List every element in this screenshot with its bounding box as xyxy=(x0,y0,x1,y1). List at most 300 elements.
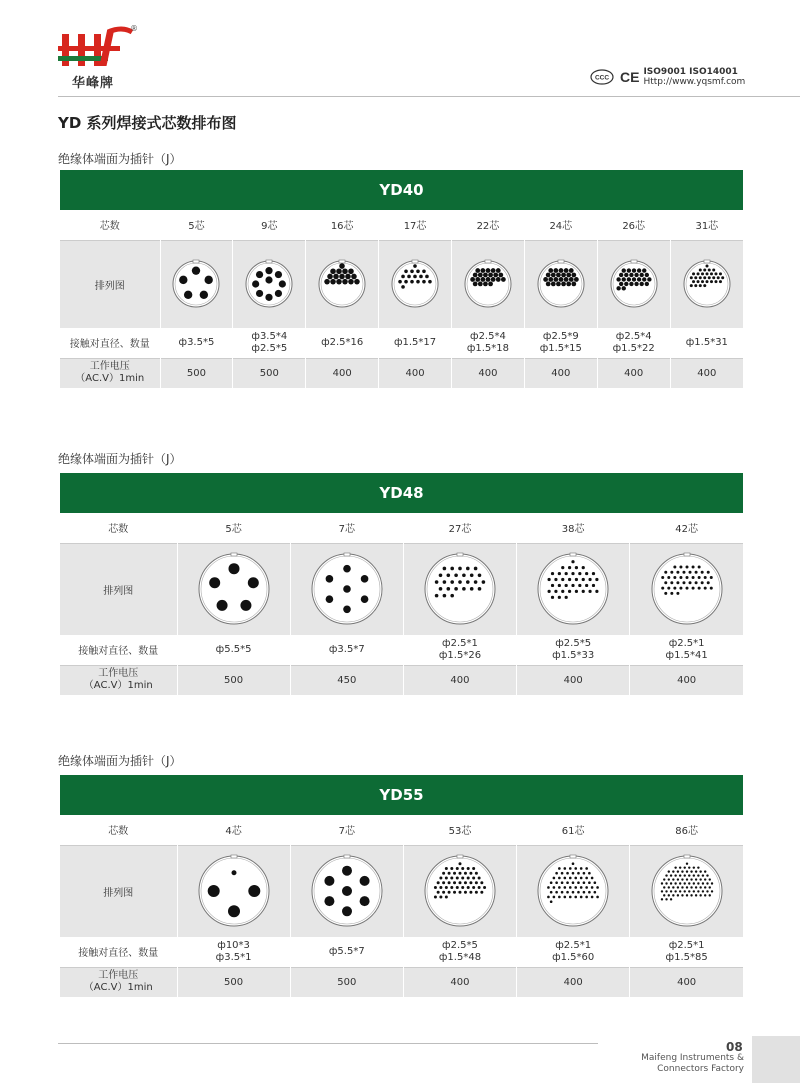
contact-pin xyxy=(665,883,667,885)
contact-pin xyxy=(555,891,558,894)
contact-pin xyxy=(710,883,712,885)
contact-pin xyxy=(404,270,408,274)
contact-pin xyxy=(359,896,369,906)
contact-pin xyxy=(571,273,576,278)
contact-pin xyxy=(642,277,646,281)
contact-pin xyxy=(647,277,651,281)
contact-pin xyxy=(692,273,695,276)
contact-pin xyxy=(676,871,678,873)
contact-pin xyxy=(467,886,470,889)
contact-spec xyxy=(452,328,525,358)
contact-pin xyxy=(561,891,564,894)
contact-pin xyxy=(556,282,561,287)
contact-pin xyxy=(564,877,567,880)
contact-pin xyxy=(690,887,692,889)
page-box xyxy=(752,1036,800,1083)
contact-pin xyxy=(478,273,483,278)
contact-pin xyxy=(634,273,638,277)
contact-pin xyxy=(721,277,724,280)
contact-pin xyxy=(470,277,475,282)
contact-pin xyxy=(706,875,708,877)
contact-pin xyxy=(439,574,443,578)
core-count: 17芯 xyxy=(379,210,452,240)
contact-pin xyxy=(642,269,646,273)
pin-layout-diagram xyxy=(534,550,612,628)
pin-layout-diagram xyxy=(461,257,515,311)
contact-pin xyxy=(401,285,405,289)
contact-spec-line: ф1.5*33 xyxy=(552,649,595,661)
contact-pin xyxy=(546,273,551,278)
pin-layout-diagram xyxy=(169,257,223,311)
contact-pin xyxy=(453,872,456,875)
contact-pin xyxy=(209,577,220,588)
key-notch xyxy=(339,260,345,263)
contact-pin xyxy=(708,269,711,272)
contact-spec-line: ф2.5*4 xyxy=(615,330,652,342)
contact-pin xyxy=(703,284,706,287)
page-number: 08 xyxy=(726,1040,743,1054)
contact-pin xyxy=(586,896,589,899)
contact-pin xyxy=(667,576,670,579)
contact-pin xyxy=(665,898,667,900)
contact-pin xyxy=(695,894,697,896)
contact-pin xyxy=(694,582,697,585)
contact-pin xyxy=(551,584,554,587)
contact-pin xyxy=(690,894,692,896)
contact-pin xyxy=(279,281,286,288)
contact-pin xyxy=(443,594,447,598)
test-voltage: 500 xyxy=(290,967,403,997)
contact-pin xyxy=(547,886,550,889)
contact-pin xyxy=(714,280,717,283)
contact-pin xyxy=(595,578,598,581)
core-count: 22芯 xyxy=(452,210,525,240)
contact-pin xyxy=(231,870,236,875)
contact-pin xyxy=(445,877,448,880)
row-label-voltage: 工作电压 （AC.V）1min xyxy=(60,665,177,695)
contact-pin xyxy=(670,883,672,885)
contact-pin xyxy=(706,883,708,885)
contact-pin xyxy=(324,876,334,886)
contact-pin xyxy=(327,274,333,280)
contact-pin xyxy=(708,894,710,896)
contact-pin xyxy=(699,284,702,287)
contact-pin xyxy=(422,270,426,274)
layout-cell xyxy=(403,543,516,635)
contact-pin xyxy=(683,883,685,885)
contact-pin xyxy=(705,280,708,283)
contact-pin xyxy=(475,891,478,894)
contact-pin xyxy=(553,886,556,889)
contact-pin xyxy=(667,894,669,896)
contact-pin xyxy=(705,265,708,268)
contact-spec xyxy=(177,937,290,967)
contact-pin xyxy=(624,282,628,286)
spec-table-yd48 xyxy=(60,473,743,695)
contact-pin xyxy=(551,282,556,287)
layout-cell xyxy=(290,845,403,937)
contact-pin xyxy=(583,872,586,875)
contact-pin xyxy=(696,280,699,283)
pin-layout-diagram xyxy=(648,550,726,628)
contact-pin xyxy=(569,277,574,282)
contact-pin xyxy=(192,267,200,275)
contact-pin xyxy=(704,894,706,896)
core-count: 26芯 xyxy=(597,210,670,240)
contact-pin xyxy=(550,891,553,894)
contact-pin xyxy=(361,596,369,604)
contact-pin xyxy=(704,879,706,881)
contact-pin xyxy=(555,872,558,875)
contact-spec-line: ф1.5*48 xyxy=(438,951,482,963)
contact-pin xyxy=(572,584,575,587)
contact-pin xyxy=(639,273,643,277)
contact-pin xyxy=(342,279,348,285)
contact-pin xyxy=(228,563,239,574)
contact-pin xyxy=(719,273,722,276)
contact-pin xyxy=(558,277,563,282)
contact-pin xyxy=(679,867,681,869)
contact-pin xyxy=(419,275,423,279)
contact-pin xyxy=(434,886,437,889)
contact-pin xyxy=(569,886,572,889)
contact-spec-line: ф2.5*1 xyxy=(442,637,478,649)
contact-pin xyxy=(248,885,260,897)
contact-spec xyxy=(517,937,630,967)
contact-pin xyxy=(712,269,715,272)
contact-pin xyxy=(575,578,578,581)
contact-pin xyxy=(690,284,693,287)
contact-pin xyxy=(491,268,496,273)
contact-spec-line: ф1.5*41 xyxy=(665,649,708,661)
insulator-outline xyxy=(611,261,657,307)
contact-pin xyxy=(644,273,648,277)
pin-layout-diagram xyxy=(388,257,442,311)
contact-pin xyxy=(580,877,583,880)
contact-pin xyxy=(667,587,670,590)
contact-pin xyxy=(592,572,595,575)
contact-pin xyxy=(701,875,703,877)
contact-pin xyxy=(699,887,701,889)
contact-pin xyxy=(247,577,258,588)
brand-name: 华峰牌 xyxy=(72,76,115,91)
contact-pin xyxy=(446,574,450,578)
contact-pin xyxy=(681,887,683,889)
key-notch xyxy=(570,855,576,858)
row-label-layout: 排列图 xyxy=(60,240,160,328)
pin-layout-diagram xyxy=(534,257,588,311)
contact-pin xyxy=(578,584,581,587)
contact-pin xyxy=(589,590,592,593)
contact-pin xyxy=(342,866,352,876)
contact-pin xyxy=(404,280,408,284)
contact-spec-line: ф2.5*1 xyxy=(555,939,592,951)
contact-pin xyxy=(480,881,483,884)
contact-pin xyxy=(667,879,669,881)
contact-spec-line: ф1.5*22 xyxy=(612,342,655,354)
contact-pin xyxy=(548,590,551,593)
contact-spec-line: ф2.5*1 xyxy=(668,939,705,951)
contact-pin xyxy=(701,890,703,892)
core-count: 61芯 xyxy=(517,815,630,845)
contact-pin xyxy=(629,273,633,277)
contact-spec-line: ф1.5*26 xyxy=(438,649,482,661)
contact-pin xyxy=(683,875,685,877)
contact-pin xyxy=(558,268,563,273)
contact-pin xyxy=(564,268,569,273)
contact-spec-line: ф3.5*5 xyxy=(178,336,215,348)
contact-pin xyxy=(566,872,569,875)
core-count: 53芯 xyxy=(403,815,516,845)
contact-pin xyxy=(456,867,459,870)
contact-pin xyxy=(205,276,213,284)
contact-pin xyxy=(435,581,439,585)
contact-pin xyxy=(679,890,681,892)
contact-pin xyxy=(688,867,690,869)
contact-spec xyxy=(290,635,403,665)
contact-pin xyxy=(564,886,567,889)
contact-pin xyxy=(644,282,648,286)
contact-pin xyxy=(252,281,259,288)
contact-pin xyxy=(697,867,699,869)
contact-pin xyxy=(561,590,564,593)
contact-pin xyxy=(561,273,566,278)
contact-pin xyxy=(354,279,360,285)
contact-pin xyxy=(478,877,481,880)
series-band: YD48 xyxy=(60,473,743,513)
contact-pin xyxy=(685,863,687,865)
contact-pin xyxy=(688,890,690,892)
contact-pin xyxy=(676,571,679,574)
contact-pin xyxy=(699,269,702,272)
contact-pin xyxy=(464,891,467,894)
contact-pin xyxy=(466,567,470,571)
contact-pin xyxy=(665,890,667,892)
contact-pin xyxy=(626,277,630,281)
contact-pin xyxy=(339,274,345,280)
contact-pin xyxy=(461,867,464,870)
contact-spec-line: ф1.5*15 xyxy=(539,342,582,354)
contact-pin xyxy=(410,280,414,284)
key-notch xyxy=(266,260,272,263)
core-count: 86芯 xyxy=(675,826,698,838)
contact-pin xyxy=(685,587,688,590)
contact-pin xyxy=(685,871,687,873)
layout-cell xyxy=(524,240,597,328)
contact-pin xyxy=(685,566,688,569)
contact-pin xyxy=(688,875,690,877)
contact-pin xyxy=(594,882,597,885)
contact-pin xyxy=(551,273,556,278)
contact-pin xyxy=(547,896,550,899)
contact-spec xyxy=(290,937,403,967)
contact-pin xyxy=(704,871,706,873)
core-count: 5芯 xyxy=(177,513,290,543)
contact-pin xyxy=(577,891,580,894)
contact-pin xyxy=(679,566,682,569)
key-notch xyxy=(704,260,710,263)
contact-pin xyxy=(679,883,681,885)
core-count: 38芯 xyxy=(517,513,630,543)
contact-pin xyxy=(548,578,551,581)
contact-pin xyxy=(676,887,678,889)
contact-pin xyxy=(699,894,701,896)
contact-pin xyxy=(676,592,679,595)
contact-pin xyxy=(697,587,700,590)
contact-pin xyxy=(706,890,708,892)
contact-pin xyxy=(467,867,470,870)
contact-pin xyxy=(673,576,676,579)
pin-layout-diagram xyxy=(308,852,386,930)
contact-pin xyxy=(558,896,561,899)
contact-pin xyxy=(692,280,695,283)
contact-pin xyxy=(582,566,585,569)
core-count: 24芯 xyxy=(524,210,597,240)
contact-pin xyxy=(325,575,333,583)
contact-pin xyxy=(275,271,282,278)
contact-pin xyxy=(475,881,478,884)
contact-pin xyxy=(703,587,706,590)
contact-pin xyxy=(473,282,478,287)
contact-pin xyxy=(333,274,339,280)
contact-pin xyxy=(664,571,667,574)
contact-pin xyxy=(592,584,595,587)
contact-pin xyxy=(719,280,722,283)
contact-pin xyxy=(588,891,591,894)
row-label-cores: 芯数 xyxy=(60,513,177,543)
contact-pin xyxy=(558,877,561,880)
contact-pin xyxy=(464,881,467,884)
contact-pin xyxy=(580,896,583,899)
contact-pin xyxy=(709,576,712,579)
contact-spec-line: ф2.5*5 xyxy=(251,342,288,354)
layout-cell xyxy=(306,240,379,328)
pin-layout-diagram xyxy=(421,550,499,628)
contact-pin xyxy=(701,273,704,276)
contact-pin xyxy=(712,277,715,280)
contact-pin xyxy=(435,594,439,598)
contact-pin xyxy=(564,277,569,282)
contact-pin xyxy=(695,871,697,873)
contact-pin xyxy=(679,576,682,579)
pin-layout-diagram xyxy=(607,257,661,311)
contact-pin xyxy=(681,879,683,881)
contact-pin xyxy=(690,871,692,873)
contact-pin xyxy=(478,574,482,578)
contact-pin xyxy=(692,867,694,869)
contact-pin xyxy=(663,894,665,896)
contact-pin xyxy=(692,890,694,892)
contact-spec-line: ф2.5*16 xyxy=(321,336,364,348)
contact-pin xyxy=(697,576,700,579)
contact-pin xyxy=(472,877,475,880)
contact-pin xyxy=(703,277,706,280)
test-voltage: 400 xyxy=(517,665,630,695)
company-name: Maifeng Instruments & Connectors Factory xyxy=(641,1053,744,1074)
contact-pin xyxy=(561,578,564,581)
contact-pin xyxy=(554,578,557,581)
contact-pin xyxy=(398,280,402,284)
contact-pin xyxy=(631,277,635,281)
contact-pin xyxy=(568,590,571,593)
ce-cert-icon: CE xyxy=(620,69,640,85)
contact-pin xyxy=(437,891,440,894)
contact-pin xyxy=(664,582,667,585)
contact-pin xyxy=(473,273,478,278)
contact-pin xyxy=(480,891,483,894)
contact-pin xyxy=(330,279,336,285)
contact-pin xyxy=(585,572,588,575)
contact-pin xyxy=(572,560,575,563)
test-voltage: 400 xyxy=(517,967,630,997)
layout-cell xyxy=(290,543,403,635)
pin-layout-diagram xyxy=(195,852,273,930)
contact-pin xyxy=(474,567,478,571)
contact-pin xyxy=(701,280,704,283)
contact-pin xyxy=(345,274,351,280)
contact-pin xyxy=(498,273,503,278)
contact-spec-line: ф1.5*17 xyxy=(393,336,437,348)
key-notch xyxy=(457,553,463,556)
contact-pin xyxy=(448,891,451,894)
contact-pin xyxy=(583,891,586,894)
contact-pin xyxy=(591,877,594,880)
registered-mark: ® xyxy=(130,24,138,33)
contact-pin xyxy=(439,587,443,591)
iso-certs: ISO9001 ISO14001 xyxy=(643,67,738,77)
test-voltage: 400 xyxy=(306,358,379,388)
contact-pin xyxy=(442,891,445,894)
contact-pin xyxy=(710,890,712,892)
layout-cell xyxy=(630,543,743,635)
contact-pin xyxy=(596,886,599,889)
contact-pin xyxy=(450,594,454,598)
layout-cell xyxy=(177,845,290,937)
contact-pin xyxy=(439,877,442,880)
contact-pin xyxy=(708,277,711,280)
contact-pin xyxy=(589,578,592,581)
contact-pin xyxy=(565,572,568,575)
contact-pin xyxy=(561,882,564,885)
contact-pin xyxy=(572,882,575,885)
contact-pin xyxy=(342,907,352,917)
contact-pin xyxy=(228,906,240,918)
test-voltage: 400 xyxy=(403,967,516,997)
contact-pin xyxy=(670,898,672,900)
contact-pin xyxy=(572,572,575,575)
test-voltage: 400 xyxy=(677,976,697,988)
contact-pin xyxy=(478,587,482,591)
contact-pin xyxy=(714,273,717,276)
contact-pin xyxy=(665,875,667,877)
contact-pin xyxy=(240,600,251,611)
key-notch xyxy=(457,855,463,858)
contact-pin xyxy=(660,890,662,892)
contact-spec xyxy=(670,328,743,358)
header-divider xyxy=(58,96,800,97)
test-voltage: 400 xyxy=(677,674,697,686)
contact-pin xyxy=(556,273,561,278)
contact-pin xyxy=(439,886,442,889)
contact-pin xyxy=(582,578,585,581)
contact-pin xyxy=(667,887,669,889)
contact-pin xyxy=(637,269,641,273)
contact-pin xyxy=(692,883,694,885)
insulator-outline xyxy=(538,261,584,307)
test-voltage: 500 xyxy=(177,665,290,695)
contact-pin xyxy=(551,596,554,599)
contact-pin xyxy=(437,881,440,884)
